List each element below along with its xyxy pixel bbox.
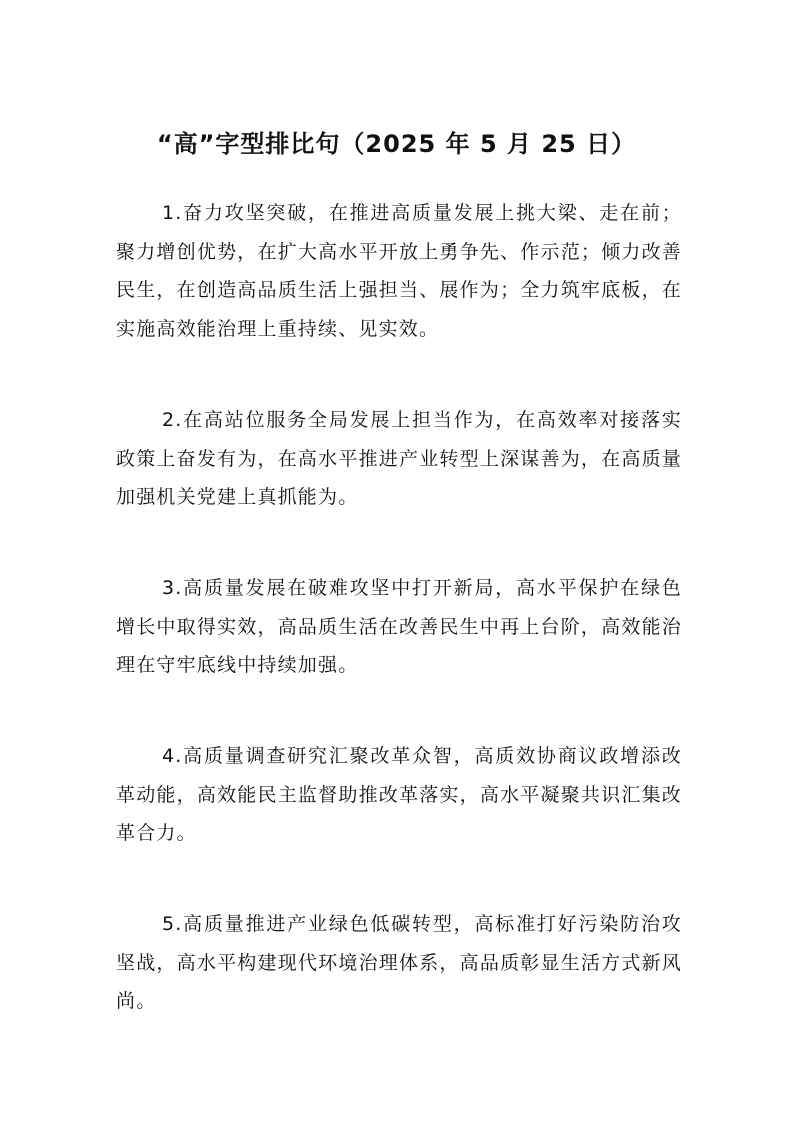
paragraph-1: 1.奋力攻坚突破，在推进高质量发展上挑大梁、走在前；聚力增创优势，在扩大高水平开放上勇争先、作示范；倾力改善民生，在创造高品质生活上强担当、展作为；全力筑牢底板，在实施高效能治理上重持续、见实效。 bbox=[116, 202, 682, 340]
paragraph-2: 2.在高站位服务全局发展上担当作为，在高效率对接落实政策上奋发有为，在高水平推进产业转型上深谋善为，在高质量加强机关党建上真抓能为。 bbox=[116, 409, 682, 508]
paragraph-3: 3.高质量发展在破难攻坚中打开新局，高水平保护在绿色增长中取得实效，高品质生活在改善民生中再上台阶，高效能治理在守牢底线中持续加强。 bbox=[116, 577, 682, 676]
paragraph-4: 4.高质量调查研究汇聚改革众智，高质效协商议政增添改革动能，高效能民主监督助推改革落实，高水平凝聚共识汇集改革合力。 bbox=[116, 745, 682, 844]
page-title: “高”字型排比句（2025 年 5 月 25 日） bbox=[156, 130, 637, 158]
paragraph-5: 5.高质量推进产业绿色低碳转型，高标准打好污染防治攻坚战，高水平构建现代环境治理体系，高品质彰显生活方式新风尚。 bbox=[116, 913, 682, 1012]
